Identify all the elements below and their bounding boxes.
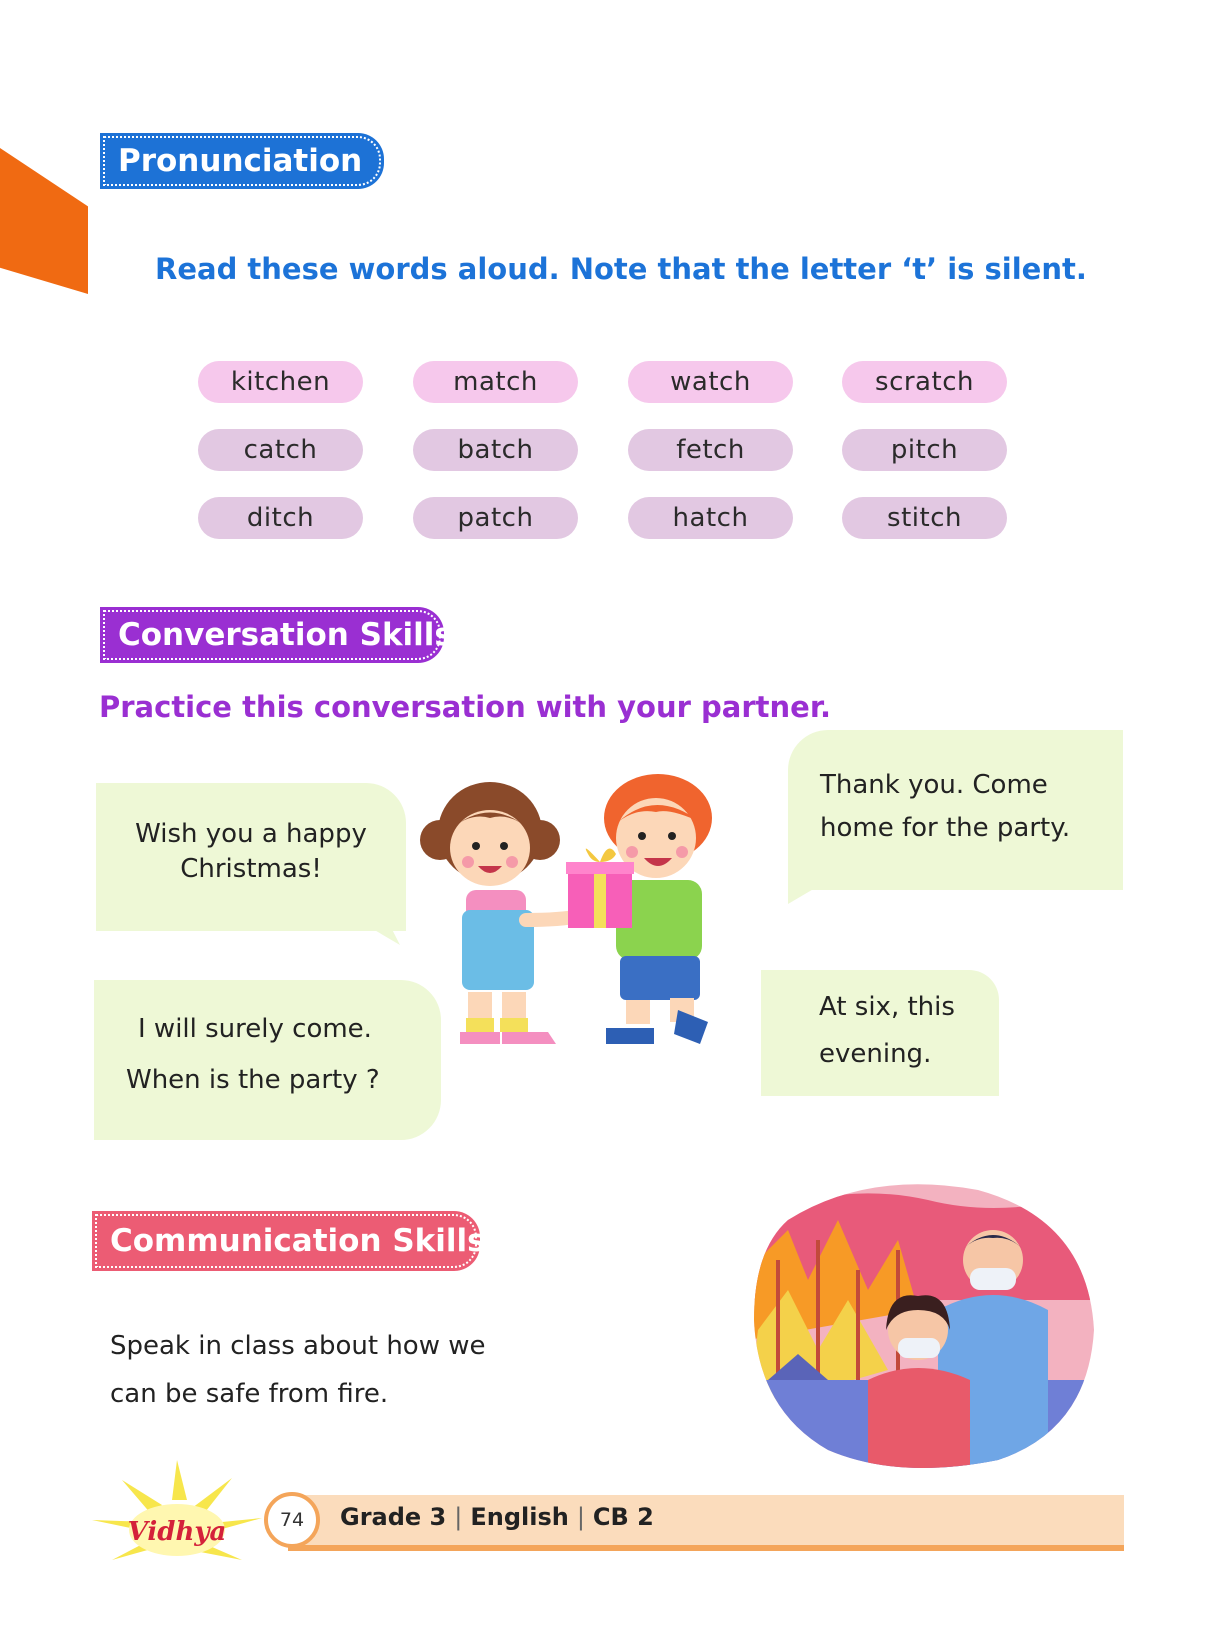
bubble-line: I will surely come. [138,1014,372,1044]
footer-subject: English [470,1503,569,1531]
word-patch: patch [413,497,578,539]
word-stitch: stitch [842,497,1007,539]
logo-text: Vidhya [127,1517,227,1547]
corner-decoration [0,148,88,294]
communication-heading-text: Communication Skills [110,1223,486,1259]
word-catch: catch [198,429,363,471]
pronunciation-heading [100,133,384,189]
bubble-line: When is the party ? [126,1065,380,1096]
word-match: match [413,361,578,403]
speech-bubble-greeting [96,783,406,931]
word-hatch: hatch [628,497,793,539]
prompt-line: Speak in class about how we [110,1331,486,1361]
page-number: 74 [264,1492,320,1548]
speech-bubble-question [94,980,441,1140]
word-watch: watch [628,361,793,403]
bubble-line: Wish you a happy [135,819,367,849]
conversation-heading-text: Conversation Skills [118,617,453,653]
word-pitch: pitch [842,429,1007,471]
bubble-line: Thank you. Come [820,770,1048,800]
footer-separator: | [454,1503,463,1531]
vidhya-logo [92,1460,262,1570]
word-batch: batch [413,429,578,471]
word-fetch: fetch [628,429,793,471]
word-ditch: ditch [198,497,363,539]
footer-grade: Grade 3 [340,1503,447,1531]
footer-book: CB 2 [592,1503,654,1531]
prompt-line: can be safe from fire. [110,1379,389,1409]
communication-prompt [110,1322,550,1418]
speech-bubble-answer [761,970,999,1096]
pronunciation-instruction: Read these words aloud. Note that the letter ‘t’ is silent. [155,252,1087,286]
conversation-heading [100,607,453,663]
footer-separator: | [576,1503,585,1531]
bubble-line: Christmas! [180,854,322,885]
footer-course-info [340,1503,654,1531]
girl-figure [420,782,580,1044]
bubble-line: evening. [819,1039,932,1070]
bubble-line: home for the party. [820,813,1071,844]
communication-heading [92,1211,486,1271]
word-scratch: scratch [842,361,1007,403]
children-gift-illustration [420,770,750,1070]
word-kitchen: kitchen [198,361,363,403]
conversation-instruction: Practice this conversation with your partner. [99,690,832,724]
bubble-line: At six, this [819,992,955,1022]
speech-bubble-thanks [788,730,1123,890]
pronunciation-heading-text: Pronunciation [118,143,363,179]
forest-fire-illustration [748,1180,1100,1470]
